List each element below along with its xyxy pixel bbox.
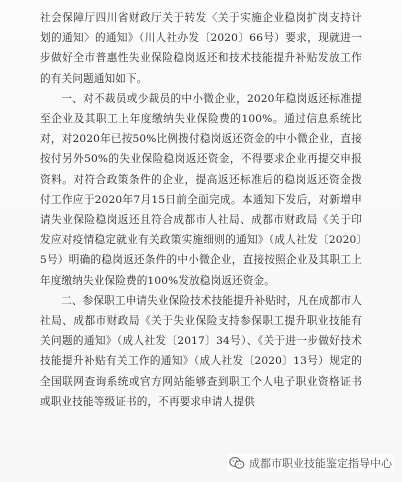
paragraph-section-one: 一、对不裁员或少裁员的中小微企业，2020年稳岗返还标准提至企业及其职工上年度缴纳失业保险费的100%。通过信息系统比对，对2020年已按50%比例拨付稳岗返还资金的中小微企业，直接按付另外50%的失业保险稳岗返还资金，不得要求企业再提交申报资料。对符合政策条件的企业，提高返还标准后的稳岗返还资金拨付工作应于2020年7月15日前全面完成。本通知下发后，对新增申请失业保险稳岗返还且符合成都市人社局、成都市财政局《关于印发应对疫情稳定就业有关政策实施细则的通知》（成人社发〔2020〕5号）明确的稳岗返还条件的中小微企业，直接按照企业及其职工上年度缴纳失业保险费的100%发放稳岗返还资金。 xyxy=(40,92,362,287)
paragraph-section-two: 二、参保职工申请失业保险技术技能提升补贴时，凡在成都市人社局、成都市财政局《关于失业保险支持参保职工提升职业技能有关问题的通知》（成人社发〔2017〕34号）、《关于进一步做好技术技能提升补贴有关工作的通知》（成人社发〔2020〕13号）规定的全国联网查询系统或官方网站能够查到职工个人电子职业资格证书或职业技能等级证书的，不再要求申请人提供 xyxy=(40,294,363,408)
paragraph-intro-continuation: 社会保障厅四川省财政厅关于转发〈关于实施企业稳岗扩岗支持计划的通知〉的通知》（川人社办发〔2020〕66号）要求，现就进一步做好全市普惠性失业保险稳岗返还和技术技能提升补贴发放工作的有关问题通知如下。 xyxy=(40,12,362,85)
document-body xyxy=(40,8,362,412)
wechat-icon xyxy=(229,456,245,470)
watermark-text: 成都市职业技能鉴定指导中心 xyxy=(249,457,392,470)
account-watermark xyxy=(227,454,394,472)
